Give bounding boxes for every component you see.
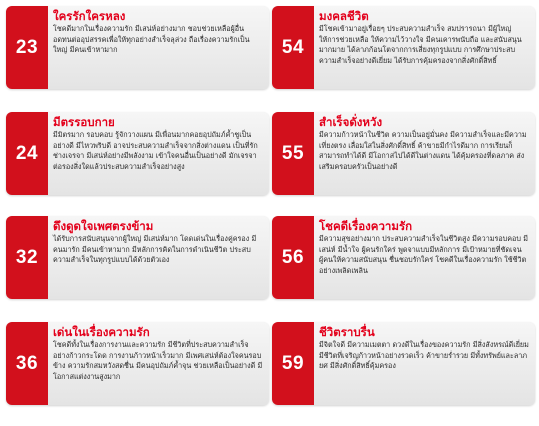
number-card-23 — [6, 6, 269, 89]
card-description: โชคดีมากในเรื่องความรัก มีเสน่ห์อย่างมาก ชอบช่วยเหลือผู้อื่น อดทนต่ออุปสรรคเพื่อให้ทุกอย่างสำเร็จลุล่วง ถือเรื่องความรักเป็นใหญ่ มีคนเข้าหามาก — [53, 24, 250, 55]
card-title: ดึงดูดใจเพศตรงข้าม — [53, 219, 154, 233]
card-body — [48, 322, 269, 405]
card-number: 24 — [6, 112, 48, 195]
card-description: มีมิตรมาก รอบคอบ รู้จักวางแผน มีเพื่อนมากคอยอุปถัมภ์ค้ำชูเป็นอย่างดี มีไหวพริบดี อาจประสบความสำเร็จจากสิ่งต่างแดน เป็นที่รัก ช่างเจรจา มีเสน่ห์อย่างมีพลังงาม เข้าใจคนอื่นเป็นอย่างดี มักเจรจาต่อรองสิ่งใดแล้วประสบความสำเร็จอย่างสูง — [53, 130, 258, 171]
card-title: มีตรรอบกาย — [53, 115, 115, 129]
card-body — [48, 112, 269, 195]
card-description: มีความก้าวหน้าในชีวิต ความเป็นอยู่มั่นคง มีความสำเร็จและมีความเที่ยงตรง เลื่อมใสในสิ่งศักดิ์สิทธิ์ ค้าขายมีกำไรดีมาก การเรียนก็สามารถทำได้ดี มีโอกาสไปได้ดีในต่างแดน ได้คุ้มครองที่ดลภาค ส่งเสริมครอบครัวเป็นอย่างดี — [319, 130, 527, 171]
card-title: โชคดีเรื่องความรัก — [319, 219, 413, 233]
number-card-54 — [272, 6, 535, 89]
card-description: ได้รับการสนับสนุนจากผู้ใหญ่ มีเสน่ห์มาก โดดเด่นในเรื่องคู่ครอง มีคนมารัก มีคนเข้าหามาก มีหลักการคิดในการดำเนินชีวิต ประสบความสำเร็จในทุกรูปแบบได้ด้วยตัวเอง — [53, 234, 257, 265]
card-description: มีโชคเข้ามาอยู่เรื่อยๆ ประสบความสำเร็จ สมปรารถนา มีผู้ใหญ่ให้การช่วยเหลือ ให้ความไว้วางใจ มีคนเคารพนับถือ และสนับสนุนมากมาย ได้ลาภก้อนโตจากการเสี่ยงทุกรูปแบบ การศึกษาประสบความสำเร็จอย่างดีเยี่ยม ได้รับการคุ้มครองจากสิ่งศักดิ์สิทธิ์ — [319, 24, 522, 65]
card-number: 59 — [272, 322, 314, 405]
number-card-55 — [272, 112, 535, 195]
card-number: 56 — [272, 216, 314, 299]
card-body — [314, 112, 535, 195]
card-number: 23 — [6, 6, 48, 89]
card-title: ชีวิตราบรื่น — [319, 325, 375, 339]
card-number: 55 — [272, 112, 314, 195]
card-body — [314, 6, 535, 89]
number-card-56 — [272, 216, 535, 299]
card-description: โชคดีทั้งในเรื่องการงานและความรัก มีชีวิตที่ประสบความสำเร็จอย่างก้าวกระโดด การงานก้าวหน้าเร็วมาก มีเพศเสน่ห์ต้องใจคนรอบข้าง ความรักสมหวังสดชื่น มีคนอุปถัมภ์ค้ำจุน ช่วยเหลือเป็นอย่างดี มีโอกาสแต่งงานสูงมาก — [53, 340, 263, 381]
number-card-32 — [6, 216, 269, 299]
card-description: มีความสุขอย่างมาก ประสบความสำเร็จในชีวิตสูง มีความรอบคอบ มีเสน่ห์ มีน้ำใจ ผู้คนรักใคร่ พูดจาแบบมีหลักการ มีเป้าหมายที่ชัดเจน ผู้คนให้ความสนับสนุน ชื่นชอบรักใคร่ โชคดีในเรื่องความรัก ใช้ชีวิตอย่างเพลิดเพลิน — [319, 234, 528, 275]
card-description: มีจิตใจดี มีความเมตตา ดวงดีในเรื่องของความรัก มีสิ่งสังหรณ์ดีเยี่ยม มีชีวิตที่เจริญก้าวหน้าอย่างรวดเร็ว ค้าขายร่ำรวย มีทั้งทรัพย์และลาภยศ มีสิ่งศักดิ์สิทธิ์คุ้มครอง — [319, 340, 529, 371]
card-body — [48, 216, 269, 299]
number-card-36 — [6, 322, 269, 405]
number-card-24 — [6, 112, 269, 195]
card-number: 32 — [6, 216, 48, 299]
card-title: ใครรักใครหลง — [53, 9, 126, 23]
card-body — [314, 216, 535, 299]
card-number: 36 — [6, 322, 48, 405]
card-number: 54 — [272, 6, 314, 89]
card-title: เด่นในเรื่องความรัก — [53, 325, 150, 339]
card-title: สำเร็จดั่งหวัง — [319, 115, 383, 129]
card-body — [48, 6, 269, 89]
number-card-59 — [272, 322, 535, 405]
card-body — [314, 322, 535, 405]
card-title: มงคลชีวิต — [319, 9, 369, 23]
